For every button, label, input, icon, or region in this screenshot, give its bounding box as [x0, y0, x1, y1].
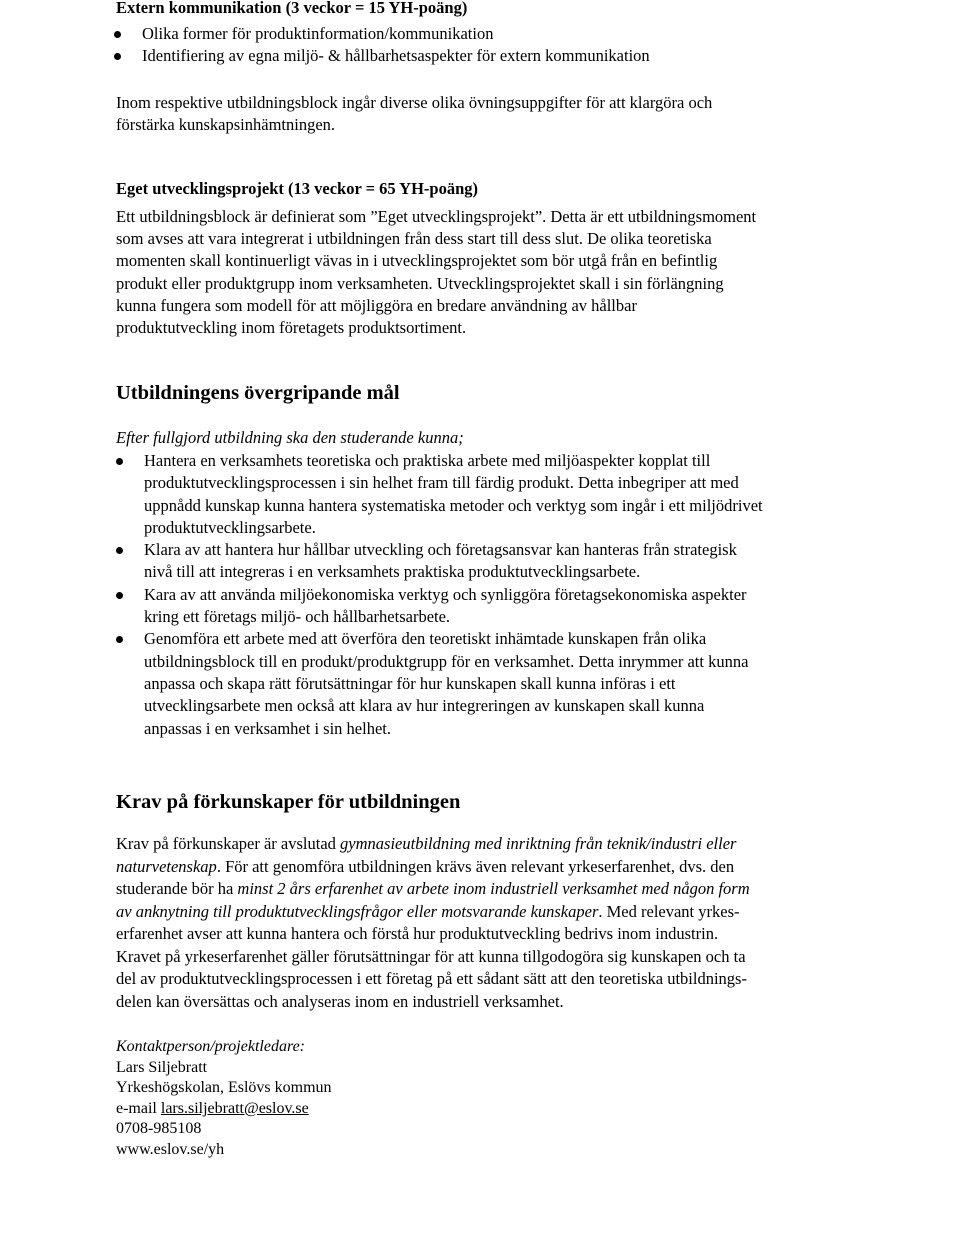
- contact-phone: 0708-985108: [116, 1120, 202, 1138]
- contact-email-line: e-mail lars.siljebratt@eslov.se: [116, 1099, 309, 1117]
- extern-paragraph: Inom respektive utbildningsblock ingår diverse olika övningsuppgifter för att klargöra och förstärka kunskapsinhämtningen.: [116, 93, 713, 135]
- list-item: Kara av att använda miljöekonomiska verktyg och synliggöra företagsekonomiska aspekter kring ett företags miljö- och hållbarhetsarbete.: [116, 584, 846, 629]
- krav-paragraph: Krav på förkunskaper är avslutad gymnasieutbildning med inriktning från teknik/industri eller naturvetenskap. För att genomföra utbildningen krävs även relevant yrkeserfarenhet, dvs. den studerande bör ha minst 2 års erfarenhet av arbete inom industriell verksamhet med någon form av anknytning till produktutvecklingsfrågor eller motsvarande kunskaper. Med relevant yrkes- erfarenhet avser att kunna hantera och förstå hur produktutveckling bedrivs inom industrin. Kravet på yrkeserfarenhet gäller förutsättningar för att kunna tillgodogöra sig kunskapen och ta del av produktutvecklingsprocessen i ett företag på ett sådant sätt att den teoretiska utbildnings- delen kan översättas och analyseras inom en industriell verksamhet.: [116, 834, 750, 1011]
- bullet-icon: [116, 636, 123, 643]
- section-heading-mal: Utbildningens övergripande mål: [116, 382, 400, 404]
- section-krav: [116, 789, 846, 815]
- mal-intro: Efter fullgjord utbildning ska den studerande kunna;: [116, 428, 464, 447]
- list-item: Identifiering av egna miljö- & hållbarhetsaspekter för extern kommunikation: [114, 45, 844, 67]
- section-mal: [116, 380, 846, 406]
- contact-block: [116, 1037, 846, 1161]
- contact-label: Kontaktperson/projektledare:: [116, 1038, 305, 1055]
- bullet-list: [114, 23, 844, 67]
- bullet-icon: [116, 458, 123, 465]
- list-item: Klara av att hantera hur hållbar utveckling och företagsansvar kan hanteras från strategisk nivå till att integreras i en verksamhets praktiska produktutvecklingsarbete.: [116, 539, 846, 584]
- section-heading-krav: Krav på förkunskaper för utbildningen: [116, 791, 461, 813]
- bullet-icon: [116, 547, 123, 554]
- bullet-icon: [114, 53, 121, 60]
- contact-org: Yrkeshögskolan, Eslövs kommun: [116, 1079, 332, 1097]
- section-heading-extern: Extern kommunikation (3 veckor = 15 YH-poäng): [116, 0, 468, 17]
- email-link[interactable]: lars.siljebratt@eslov.se: [160, 1099, 309, 1117]
- section-heading-projekt: Eget utvecklingsprojekt (13 veckor = 65 YH-poäng): [116, 179, 479, 198]
- bullet-icon: [114, 31, 121, 38]
- contact-name: Lars Siljebratt: [116, 1058, 208, 1076]
- mal-bullet-list: [116, 450, 846, 740]
- bullet-icon: [116, 592, 123, 599]
- projekt-paragraph: Ett utbildningsblock är definierat som ”Eget utvecklingsprojekt”. Detta är ett utbildningsmoment som avses att vara integrerat i utbildningen från dess start till dess slut. De olika teoretiska momenten skall kontinuerligt vävas in i utvecklingsprojektet som bör utgå från en befintlig produkt eller produktgrupp inom verksamheten. Utvecklingsprojektet skall i sin förlängning kunna fungera som modell för att möjliggöra en bredare användning av hållbar produktutveckling inom företagets produktsortiment.: [116, 207, 757, 338]
- section-extern: [116, 0, 846, 19]
- list-item: Hantera en verksamhets teoretiska och praktiska arbete med miljöaspekter kopplat till produktutvecklingsprocessen i sin helhet fram till färdig produkt. Detta inbegriper att med uppnådd kunskap kunna hantera systematiska metoder och verktyg som ingår i ett miljödrivet produktutvecklingsarbete.: [116, 450, 846, 539]
- list-item: Genomföra ett arbete med att överföra den teoretiskt inhämtade kunskapen från olika utbildningsblock till en produkt/produktgrupp för en verksamhet. Detta inrymmer att kunna anpassa och skapa rätt förutsättningar för hur kunskapen skall kunna införas i ett utvecklingsarbete men också att klara av hur integreringen av kunskapen skall kunna anpassas i en verksamhet i sin helhet.: [116, 628, 846, 739]
- bullet-list: [116, 450, 846, 740]
- list-item: Olika former för produktinformation/kommunikation: [114, 23, 844, 45]
- section-projekt: [116, 178, 846, 200]
- extern-bullet-list: [114, 23, 844, 67]
- contact-web[interactable]: www.eslov.se/yh: [116, 1140, 225, 1158]
